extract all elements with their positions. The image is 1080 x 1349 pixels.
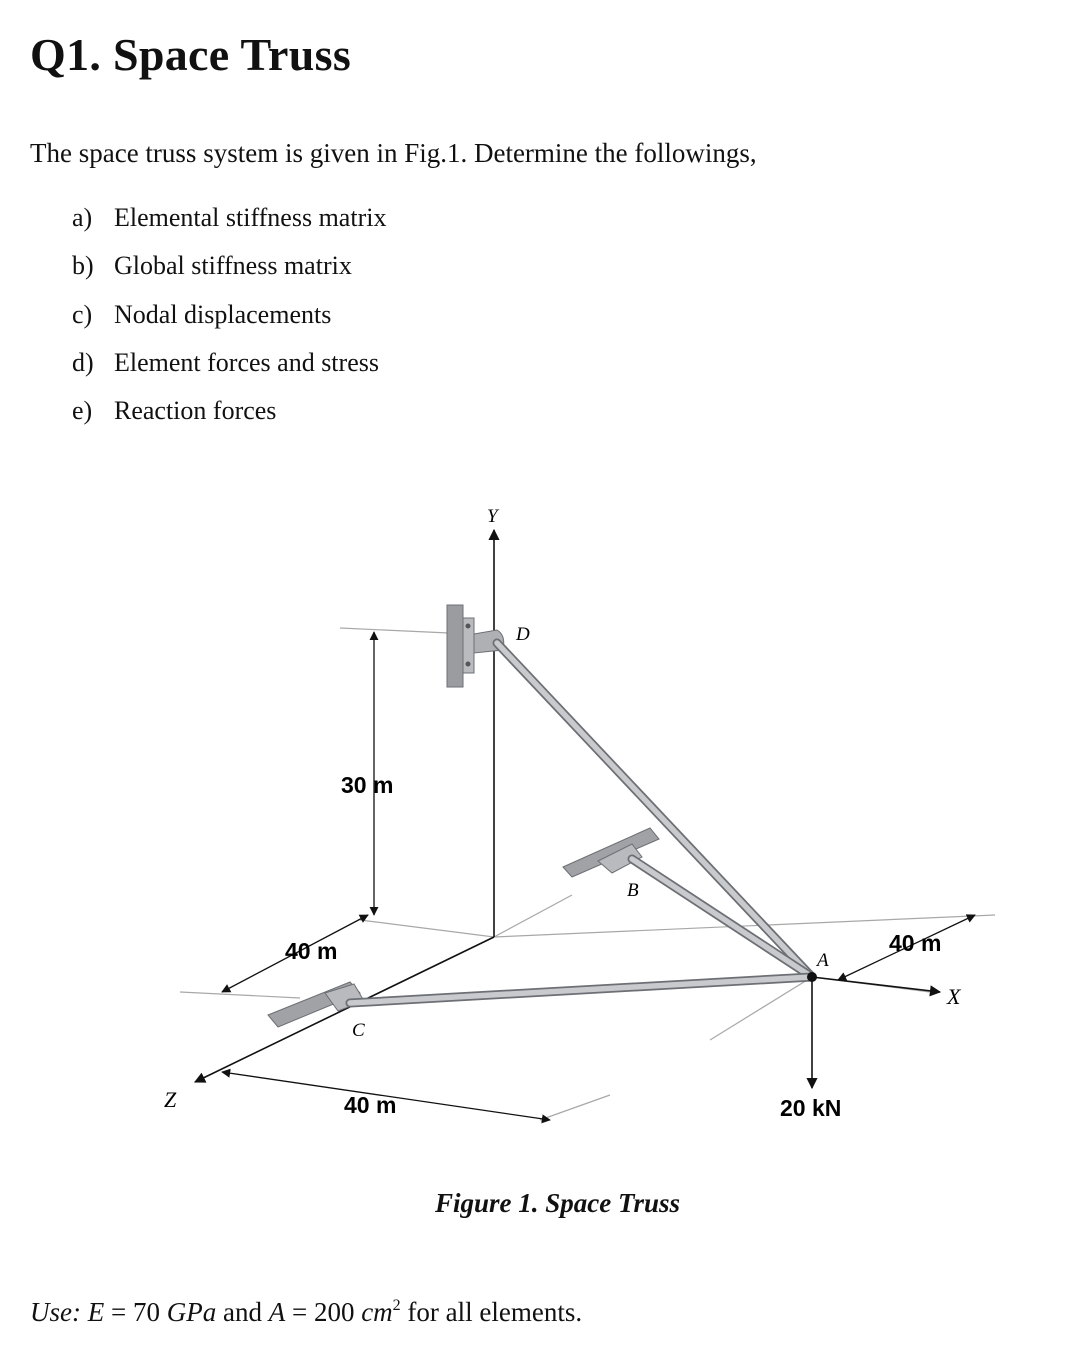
task-text: Global stiffness matrix: [114, 251, 352, 281]
task-marker: b): [72, 251, 94, 281]
usage-a-unit: cm: [361, 1297, 393, 1327]
task-item: [72, 300, 386, 348]
usage-and: and: [216, 1297, 269, 1327]
usage-suffix: for all elements.: [400, 1297, 583, 1327]
member-ac: [350, 977, 812, 1003]
dimension-lines: [222, 632, 975, 1120]
figure-caption: Figure 1. Space Truss: [434, 1188, 681, 1218]
task-text: Reaction forces: [114, 396, 277, 426]
usage-equals: =: [104, 1297, 133, 1327]
node-c-label: C: [352, 1020, 365, 1041]
task-list: [72, 203, 386, 444]
task-marker: a): [72, 203, 93, 232]
axis-x-label: X: [947, 984, 961, 1009]
usage-a-value: 200: [313, 1297, 355, 1327]
usage-equals: =: [285, 1297, 314, 1327]
task-marker: e): [72, 396, 93, 426]
usage-e-value: 70: [132, 1297, 160, 1327]
dim-x-label: 40 m: [344, 1092, 397, 1118]
usage-a-symbol: A: [268, 1297, 286, 1327]
question-intro: The space truss system is given in Fig.1. Determine the followings,: [30, 138, 757, 168]
question-title: Q1. Space Truss: [30, 29, 352, 80]
task-marker: d): [72, 347, 94, 377]
task-text: Nodal displacements: [114, 299, 332, 329]
dim-z-label: 40 m: [285, 938, 338, 964]
member-ad: [497, 643, 812, 977]
task-item: [72, 251, 386, 299]
axis-y-label: Y: [487, 506, 498, 527]
load-label: 20 kN: [780, 1095, 842, 1121]
node-a-label: A: [817, 950, 829, 971]
node-d-label: D: [516, 624, 530, 645]
truss-diagram: [0, 495, 1080, 1155]
usage-prefix: Use:: [30, 1297, 81, 1327]
task-item: [72, 348, 386, 396]
task-item: [72, 203, 386, 251]
truss-members: [350, 643, 812, 1003]
usage-a-exponent: 2: [392, 1297, 401, 1314]
x-axis: [812, 977, 940, 992]
usage-e-symbol: E: [87, 1297, 105, 1327]
truss-figure: [0, 495, 1080, 1155]
usage-note: [30, 1297, 582, 1328]
task-marker: c): [72, 299, 93, 329]
task-item: [72, 396, 386, 444]
dim-height-label: 30 m: [341, 772, 394, 798]
guide-lines: [180, 628, 995, 1120]
usage-e-unit: GPa: [166, 1297, 217, 1327]
node-b-label: B: [627, 880, 639, 901]
task-text: Elemental stiffness matrix: [114, 203, 387, 232]
task-text: Element forces and stress: [114, 347, 379, 377]
dim-right-label: 40 m: [889, 930, 942, 956]
z-axis: [195, 937, 494, 1082]
axis-z-label: Z: [164, 1087, 177, 1112]
